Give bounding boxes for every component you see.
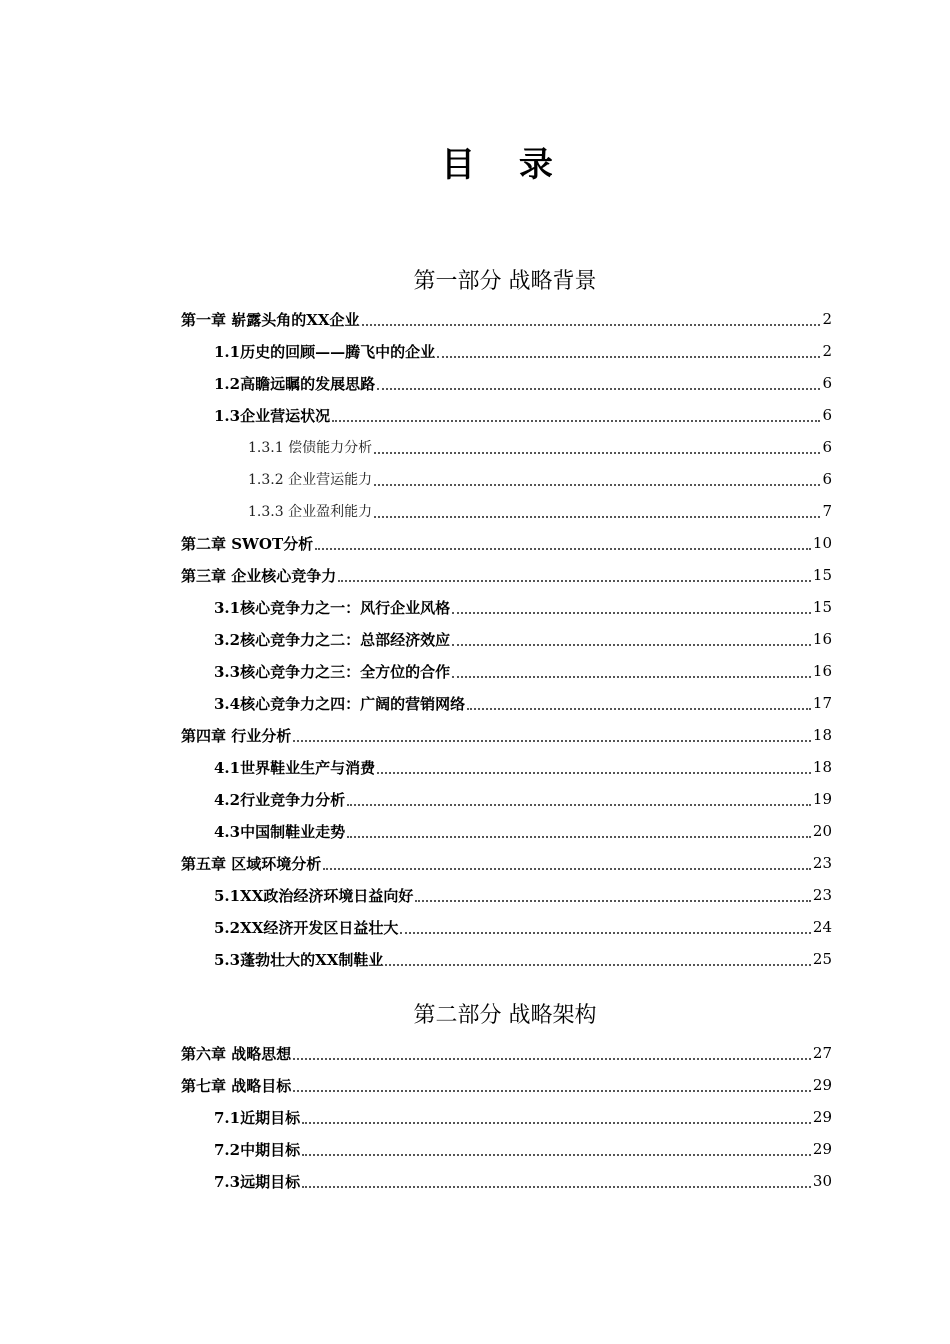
toc-entry-page: 18 — [812, 726, 832, 744]
dot-leader — [452, 612, 811, 614]
toc-entry-page: 23 — [812, 854, 832, 872]
toc-entry[interactable] — [214, 815, 832, 847]
dot-leader — [293, 1058, 811, 1060]
toc-entry[interactable] — [214, 943, 832, 975]
toc-entry-label: 4.1世界鞋业生产与消费 — [214, 758, 376, 777]
toc-entry[interactable] — [181, 847, 832, 879]
part-heading: 第一部分 战略背景 — [413, 269, 597, 294]
toc-entry-page: 29 — [812, 1108, 832, 1126]
dot-leader — [302, 1154, 811, 1156]
toc-entry-label: 4.2行业竞争力分析 — [214, 790, 346, 809]
toc-entry-page: 29 — [812, 1076, 832, 1094]
toc-entry-page: 6 — [822, 438, 832, 456]
toc-entry-page: 30 — [812, 1172, 832, 1190]
toc-entry[interactable] — [214, 655, 832, 687]
toc-entry-label: 3.2核心竞争力之二：总部经济效应 — [214, 630, 451, 649]
toc-entry-label: 5.3蓬勃壮大的XX制鞋业 — [214, 950, 384, 969]
toc-entry[interactable] — [214, 591, 832, 623]
toc-entry-label: 3.4核心竞争力之四：广阔的营销网络 — [214, 694, 466, 713]
dot-leader — [452, 676, 811, 678]
toc-entry[interactable] — [214, 367, 832, 399]
dot-leader — [374, 452, 820, 454]
dot-leader — [452, 644, 811, 646]
dot-leader — [347, 836, 811, 838]
toc-entry[interactable] — [214, 335, 832, 367]
toc-entry-label: 第五章 区域环境分析 — [181, 854, 322, 873]
dot-leader — [293, 740, 811, 742]
toc-entry-label: 1.2高瞻远瞩的发展思路 — [214, 374, 376, 393]
toc-entry-label: 5.1XX政治经济环境日益向好 — [214, 886, 414, 905]
dot-leader — [374, 484, 820, 486]
toc-entry-label: 第四章 行业分析 — [181, 726, 292, 745]
toc-entry[interactable] — [214, 911, 832, 943]
dot-leader — [293, 1090, 811, 1092]
toc-entry[interactable] — [214, 399, 832, 431]
dot-leader — [302, 1186, 811, 1188]
toc-entry-label: 第六章 战略思想 — [181, 1044, 292, 1063]
dot-leader — [400, 932, 811, 934]
toc-entry[interactable] — [181, 559, 832, 591]
toc-entry-page: 23 — [812, 886, 832, 904]
toc-list — [0, 1037, 950, 1197]
toc-entry-page: 16 — [812, 662, 832, 680]
dot-leader — [323, 868, 811, 870]
dot-leader — [437, 356, 820, 358]
toc-entry[interactable] — [181, 1069, 832, 1101]
toc-list — [0, 303, 950, 975]
toc-entry-page: 7 — [822, 502, 832, 520]
toc-entry[interactable] — [214, 879, 832, 911]
dot-leader — [347, 804, 811, 806]
toc-entry-page: 25 — [812, 950, 832, 968]
dot-leader — [377, 388, 820, 390]
toc-entry-page: 2 — [822, 342, 832, 360]
toc-entry-page: 6 — [822, 406, 832, 424]
dot-leader — [338, 580, 811, 582]
toc-entry-page: 19 — [812, 790, 832, 808]
toc-entry-label: 5.2XX经济开发区日益壮大 — [214, 918, 399, 937]
toc-entry-label: 第三章 企业核心竞争力 — [181, 566, 337, 585]
dot-leader — [415, 900, 811, 902]
toc-entry[interactable] — [248, 463, 832, 495]
dot-leader — [302, 1122, 811, 1124]
toc-entry[interactable] — [248, 495, 832, 527]
toc-entry-page: 6 — [822, 374, 832, 392]
toc-entry-label: 1.1历史的回顾——腾飞中的企业 — [214, 342, 436, 361]
dot-leader — [385, 964, 811, 966]
toc-entry-label: 4.3中国制鞋业走势 — [214, 822, 346, 841]
toc-entry-label: 7.1近期目标 — [214, 1108, 301, 1127]
toc-entry[interactable] — [248, 431, 832, 463]
toc-entry-label: 1.3.3 企业盈利能力 — [248, 504, 373, 520]
toc-entry-page: 16 — [812, 630, 832, 648]
toc-entry-label: 第一章 崭露头角的XX企业 — [181, 310, 360, 329]
toc-entry-page: 24 — [812, 918, 832, 936]
toc-entry-page: 10 — [812, 534, 832, 552]
toc-entry-page: 2 — [822, 310, 832, 328]
toc-entry[interactable] — [214, 783, 832, 815]
toc-entry[interactable] — [214, 623, 832, 655]
toc-entry-label: 7.2中期目标 — [214, 1140, 301, 1159]
toc-entry-page: 27 — [812, 1044, 832, 1062]
toc-entry[interactable] — [181, 1037, 832, 1069]
toc-entry[interactable] — [181, 719, 832, 751]
dot-leader — [374, 516, 820, 518]
toc-entry-page: 15 — [812, 598, 832, 616]
toc-entry-label: 1.3.1 偿债能力分析 — [248, 440, 373, 456]
toc-entry[interactable] — [181, 303, 832, 335]
toc-entry-page: 17 — [812, 694, 832, 712]
toc-entry[interactable] — [214, 687, 832, 719]
dot-leader — [332, 420, 820, 422]
dot-leader — [362, 324, 821, 326]
toc-entry-page: 15 — [812, 566, 832, 584]
dot-leader — [315, 548, 811, 550]
toc-entry[interactable] — [214, 1101, 832, 1133]
toc-entry-label: 7.3远期目标 — [214, 1172, 301, 1191]
dot-leader — [467, 708, 811, 710]
toc-entry[interactable] — [214, 1165, 832, 1197]
part-heading: 第二部分 战略架构 — [413, 1003, 597, 1028]
toc-entry-page: 29 — [812, 1140, 832, 1158]
toc-entry[interactable] — [181, 527, 832, 559]
dot-leader — [377, 772, 811, 774]
toc-entry-page: 6 — [822, 470, 832, 488]
toc-entry-label: 1.3企业营运状况 — [214, 406, 331, 425]
toc-entry-label: 3.3核心竞争力之三：全方位的合作 — [214, 662, 451, 681]
toc-entry-label: 1.3.2 企业营运能力 — [248, 472, 373, 488]
toc-title: 目 录 — [441, 145, 569, 185]
toc-entry-page: 18 — [812, 758, 832, 776]
toc-entry-page: 20 — [812, 822, 832, 840]
toc-entry-label: 第七章 战略目标 — [181, 1076, 292, 1095]
toc-entry-label: 3.1核心竞争力之一：风行企业风格 — [214, 598, 451, 617]
toc-entry[interactable] — [214, 1133, 832, 1165]
toc-entry[interactable] — [214, 751, 832, 783]
toc-entry-label: 第二章 SWOT分析 — [181, 534, 314, 553]
